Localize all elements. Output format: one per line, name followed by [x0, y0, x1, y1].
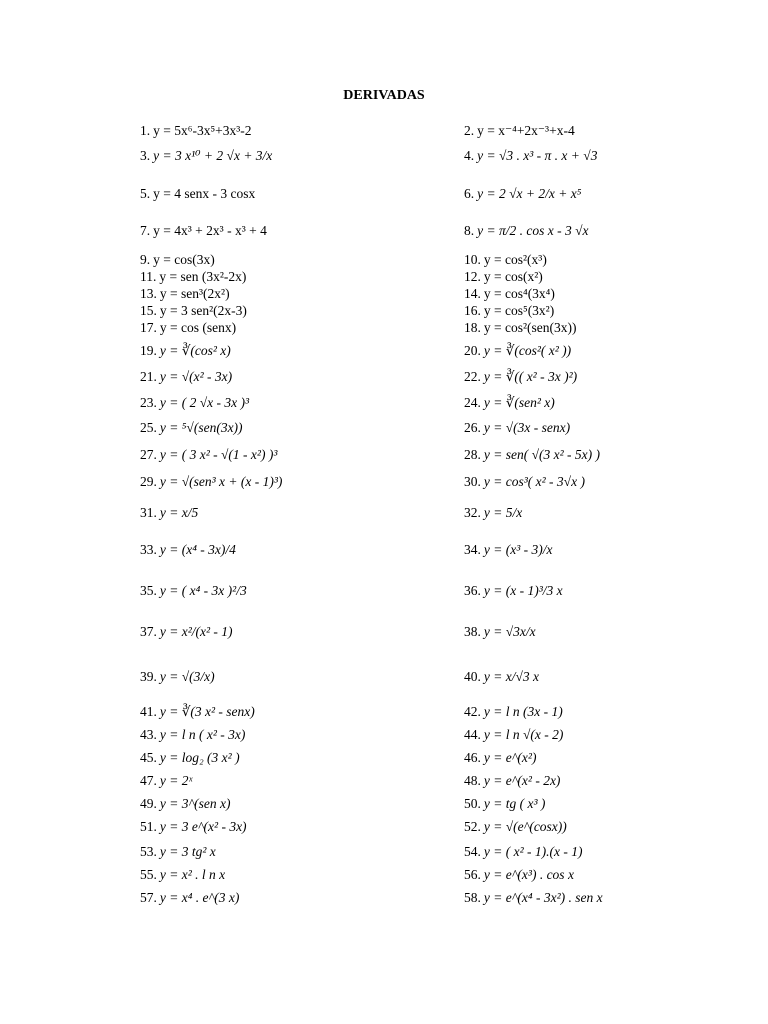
exercise-number: 17.	[140, 320, 157, 335]
exercise-number: 37.	[140, 624, 157, 639]
exercise-number: 30.	[464, 474, 481, 489]
exercise-expression: y = log₂ (3 x² )	[159, 750, 240, 765]
exercise-number: 28.	[464, 447, 481, 462]
exercise-number: 18.	[464, 320, 481, 335]
exercise-item	[140, 505, 198, 521]
exercise-number: 16.	[464, 303, 481, 318]
page-title: DERIVADAS	[343, 88, 425, 103]
exercise-expression: y = ( 3 x² - √(1 - x²) )³	[159, 447, 278, 462]
exercise-expression: y = ∛(( x² - 3x )²)	[483, 369, 578, 384]
exercise-number: 39.	[140, 669, 157, 684]
exercise-expression: y = ∛(cos²( x² ))	[483, 343, 572, 358]
exercise-item	[140, 750, 240, 766]
exercise-expression: y = cos (senx)	[159, 320, 237, 335]
exercise-expression: y = 3 sen²(2x-3)	[159, 303, 247, 318]
exercise-expression: y = cos²(x³)	[483, 252, 547, 267]
exercise-item	[140, 669, 215, 685]
exercise-item	[464, 624, 536, 640]
exercise-item	[140, 303, 247, 319]
exercise-item	[464, 269, 543, 285]
exercise-item	[140, 474, 282, 490]
exercise-expression: y = l n ( x² - 3x)	[159, 727, 246, 742]
exercise-item	[464, 223, 589, 239]
exercise-expression: y = sen (3x²-2x)	[159, 269, 247, 284]
exercise-number: 56.	[464, 867, 481, 882]
exercise-expression: y = (x³ - 3)/x	[483, 542, 553, 557]
exercise-number: 8.	[464, 223, 475, 238]
exercise-number: 49.	[140, 796, 157, 811]
exercise-number: 12.	[464, 269, 481, 284]
exercise-number: 7.	[140, 223, 151, 238]
exercise-number: 23.	[140, 395, 157, 410]
exercise-item	[464, 123, 575, 139]
exercise-item	[140, 819, 247, 835]
exercise-item	[464, 186, 581, 202]
exercise-number: 46.	[464, 750, 481, 765]
exercise-number: 33.	[140, 542, 157, 557]
exercise-number: 5.	[140, 186, 151, 201]
exercise-number: 51.	[140, 819, 157, 834]
exercise-expression: y = cos³( x² - 3√x )	[483, 474, 585, 489]
exercise-expression: y = cos(x²)	[483, 269, 543, 284]
exercise-number: 6.	[464, 186, 475, 201]
exercise-number: 41.	[140, 704, 157, 719]
exercise-expression: y = π/2 . cos x - 3 √x	[477, 223, 589, 238]
exercise-expression: y = 5x⁶-3x⁵+3x³-2	[153, 123, 252, 138]
exercise-expression: y = ∛(3 x² - senx)	[159, 704, 255, 719]
exercise-number: 40.	[464, 669, 481, 684]
exercise-expression: y = cos²(sen(3x))	[483, 320, 577, 335]
exercise-item	[464, 505, 522, 521]
exercise-item	[140, 624, 233, 640]
exercise-item	[140, 844, 216, 860]
exercise-number: 36.	[464, 583, 481, 598]
exercise-number: 31.	[140, 505, 157, 520]
exercise-expression: y = ⁵√(sen(3x))	[159, 420, 243, 435]
exercise-item	[464, 252, 547, 268]
exercise-expression: y = √(3/x)	[159, 669, 215, 684]
exercise-number: 42.	[464, 704, 481, 719]
exercise-item	[140, 447, 277, 463]
exercise-item	[140, 796, 231, 812]
exercise-item	[464, 420, 570, 436]
exercise-item	[140, 395, 249, 411]
exercise-expression: y = sen³(2x²)	[159, 286, 230, 301]
exercise-number: 47.	[140, 773, 157, 788]
exercise-item	[464, 704, 563, 720]
exercise-number: 15.	[140, 303, 157, 318]
exercise-item	[140, 320, 236, 336]
exercise-item	[464, 148, 597, 164]
exercise-expression: y = cos⁵(3x²)	[483, 303, 555, 318]
exercise-number: 50.	[464, 796, 481, 811]
exercise-number: 10.	[464, 252, 481, 267]
exercise-item	[140, 186, 255, 202]
exercise-expression: y = √(x² - 3x)	[159, 369, 233, 384]
exercise-number: 43.	[140, 727, 157, 742]
exercise-item	[140, 148, 272, 164]
exercise-expression: y = (x - 1)³/3 x	[483, 583, 563, 598]
exercise-number: 20.	[464, 343, 481, 358]
exercise-expression: y = ( 2 √x - 3x )³	[159, 395, 250, 410]
exercise-expression: y = cos(3x)	[153, 252, 215, 267]
exercise-item	[464, 447, 600, 463]
exercise-number: 27.	[140, 447, 157, 462]
exercise-item	[140, 343, 231, 359]
exercise-number: 3.	[140, 148, 151, 163]
exercise-item	[140, 890, 239, 906]
exercise-expression: y = 3 x¹⁰ + 2 √x + 3/x	[153, 148, 273, 163]
exercise-number: 9.	[140, 252, 151, 267]
exercise-number: 24.	[464, 395, 481, 410]
exercise-number: 58.	[464, 890, 481, 905]
exercise-item	[140, 123, 252, 139]
exercise-item	[464, 286, 555, 302]
exercise-number: 26.	[464, 420, 481, 435]
exercise-number: 44.	[464, 727, 481, 742]
exercise-item	[464, 303, 554, 319]
exercise-number: 45.	[140, 750, 157, 765]
exercise-expression: y = e^(x³) . cos x	[483, 867, 574, 882]
exercise-item	[464, 773, 560, 789]
exercise-number: 38.	[464, 624, 481, 639]
exercise-item	[140, 867, 225, 883]
exercise-expression: y = x⁴ . e^(3 x)	[159, 890, 240, 905]
exercise-number: 32.	[464, 505, 481, 520]
exercise-number: 22.	[464, 369, 481, 384]
exercise-expression: y = sen( √(3 x² - 5x) )	[483, 447, 601, 462]
exercise-number: 53.	[140, 844, 157, 859]
exercise-item	[140, 369, 232, 385]
exercise-item	[464, 796, 545, 812]
exercise-item	[464, 395, 555, 411]
exercise-item	[140, 773, 192, 789]
exercise-item	[140, 252, 215, 268]
exercise-expression: y = 2ˣ	[159, 773, 193, 788]
exercise-number: 34.	[464, 542, 481, 557]
exercise-expression: y = e^(x⁴ - 3x²) . sen x	[483, 890, 603, 905]
exercise-number: 14.	[464, 286, 481, 301]
exercise-expression: y = l n (3x - 1)	[483, 704, 563, 719]
exercise-expression: y = √(e^(cosx))	[483, 819, 567, 834]
exercise-expression: y = e^(x²)	[483, 750, 537, 765]
exercise-number: 52.	[464, 819, 481, 834]
exercise-item	[140, 420, 243, 436]
exercise-number: 1.	[140, 123, 151, 138]
exercise-expression: y = ( x² - 1).(x - 1)	[483, 844, 583, 859]
exercise-expression: y = 3 e^(x² - 3x)	[159, 819, 247, 834]
exercise-item	[464, 474, 585, 490]
exercise-expression: y = (x⁴ - 3x)/4	[159, 542, 236, 557]
exercise-expression: y = 4x³ + 2x³ - x³ + 4	[153, 223, 267, 238]
exercise-number: 55.	[140, 867, 157, 882]
exercise-item	[464, 844, 582, 860]
exercise-number: 13.	[140, 286, 157, 301]
exercise-expression: y = 3 tg² x	[159, 844, 216, 859]
exercise-item	[464, 890, 603, 906]
exercise-item	[464, 369, 577, 385]
exercise-item	[140, 542, 236, 558]
exercise-item	[464, 320, 577, 336]
exercise-number: 48.	[464, 773, 481, 788]
exercise-item	[140, 727, 245, 743]
exercise-number: 2.	[464, 123, 475, 138]
exercise-number: 35.	[140, 583, 157, 598]
exercise-item	[464, 669, 539, 685]
exercise-number: 4.	[464, 148, 475, 163]
exercise-number: 19.	[140, 343, 157, 358]
exercise-expression: y = 2 √x + 2/x + x⁵	[477, 186, 582, 201]
exercise-expression: y = 5/x	[483, 505, 523, 520]
exercise-expression: y = x⁻⁴+2x⁻³+x-4	[477, 123, 575, 138]
exercise-item	[464, 542, 553, 558]
exercise-item	[464, 583, 563, 599]
exercise-item	[464, 750, 536, 766]
exercise-expression: y = l n √(x - 2)	[483, 727, 564, 742]
exercise-number: 57.	[140, 890, 157, 905]
exercise-expression: y = 3^(sen x)	[159, 796, 231, 811]
exercise-expression: y = √(3x - senx)	[483, 420, 571, 435]
exercise-expression: y = x/5	[159, 505, 199, 520]
exercise-expression: y = ∛(cos² x)	[159, 343, 231, 358]
exercise-number: 11.	[140, 269, 157, 284]
exercise-item	[140, 286, 230, 302]
exercise-expression: y = cos⁴(3x⁴)	[483, 286, 555, 301]
exercise-expression: y = √3x/x	[483, 624, 536, 639]
exercise-item	[464, 343, 571, 359]
exercise-expression: y = e^(x² - 2x)	[483, 773, 561, 788]
exercise-item	[140, 704, 255, 720]
exercise-item	[464, 727, 563, 743]
exercise-expression: y = 4 senx - 3 cosx	[153, 186, 256, 201]
exercise-item	[464, 819, 567, 835]
exercise-number: 54.	[464, 844, 481, 859]
exercise-item	[464, 867, 574, 883]
exercise-expression: y = ∛(sen² x)	[483, 395, 555, 410]
exercise-expression: y = √3 . x³ - π . x + √3	[477, 148, 598, 163]
exercise-item	[140, 223, 267, 239]
exercise-expression: y = ( x⁴ - 3x )²/3	[159, 583, 247, 598]
exercise-expression: y = x²/(x² - 1)	[159, 624, 233, 639]
exercise-number: 21.	[140, 369, 157, 384]
exercise-expression: y = tg ( x³ )	[483, 796, 546, 811]
exercise-item	[140, 269, 246, 285]
exercise-expression: y = x/√3 x	[483, 669, 539, 684]
exercise-expression: y = x² . l n x	[159, 867, 226, 882]
exercise-number: 25.	[140, 420, 157, 435]
exercise-item	[140, 583, 247, 599]
exercise-number: 29.	[140, 474, 157, 489]
exercise-expression: y = √(sen³ x + (x - 1)³)	[159, 474, 283, 489]
